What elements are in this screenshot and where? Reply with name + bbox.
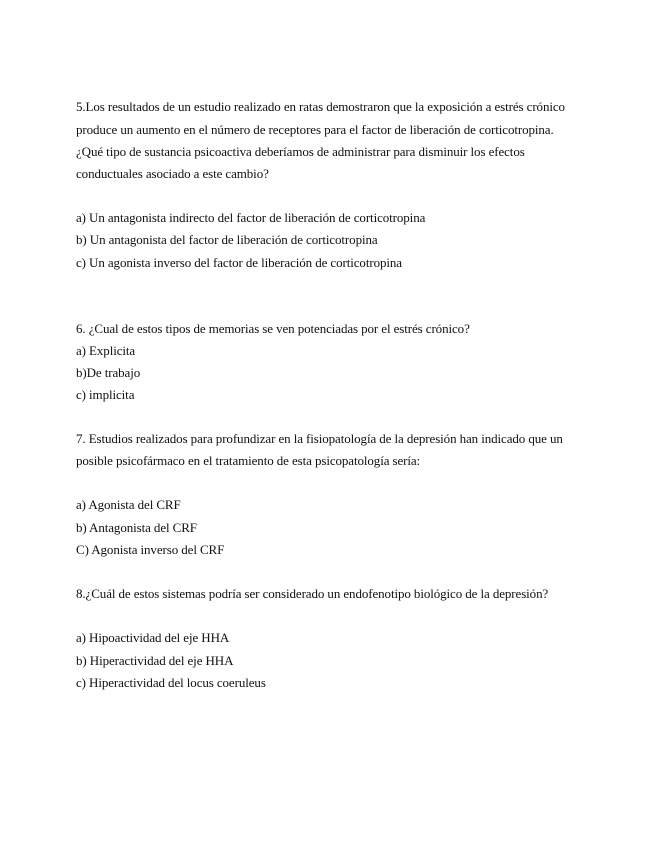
question-5-option-a: a) Un antagonista indirecto del factor de liberación de corticotropina bbox=[76, 210, 426, 225]
question-6-prompt-line-1: 6. ¿Cual de estos tipos de memorias se ven potenciadas por el estrés crónico? bbox=[76, 321, 470, 336]
question-7-option-a: a) Agonista del CRF bbox=[76, 497, 181, 512]
question-8-option-a: a) Hipoactividad del eje HHA bbox=[76, 630, 230, 645]
question-8-option-b: b) Hiperactividad del eje HHA bbox=[76, 653, 234, 668]
question-6-option-b: b)De trabajo bbox=[76, 365, 141, 380]
question-6-option-c: c) implicita bbox=[76, 387, 135, 402]
question-6-option-a: a) Explicita bbox=[76, 343, 136, 358]
question-7-option-c: C) Agonista inverso del CRF bbox=[76, 542, 225, 557]
question-5-prompt-line-4: conductuales asociado a este cambio? bbox=[76, 166, 269, 181]
question-7-option-b: b) Antagonista del CRF bbox=[76, 520, 197, 535]
question-7-prompt-line-1: 7. Estudios realizados para profundizar en la fisiopatología de la depresión han indicado que un bbox=[76, 431, 563, 446]
question-5-prompt-line-3: ¿Qué tipo de sustancia psicoactiva deberíamos de administrar para disminuir los efectos bbox=[76, 144, 525, 159]
question-5-prompt-line-2: produce un aumento en el número de receptores para el factor de liberación de corticotropina. bbox=[76, 122, 554, 137]
question-8-prompt-line-1: 8.¿Cuál de estos sistemas podría ser considerado un endofenotipo biológico de la depresión? bbox=[76, 586, 549, 601]
question-5-option-c: c) Un agonista inverso del factor de liberación de corticotropina bbox=[76, 255, 402, 270]
question-5-option-b: b) Un antagonista del factor de liberación de corticotropina bbox=[76, 232, 378, 247]
question-7-prompt-line-2: posible psicofármaco en el tratamiento de esta psicopatología sería: bbox=[76, 453, 421, 468]
question-5-prompt-line-1: 5.Los resultados de un estudio realizado en ratas demostraron que la exposición a estrés crónico bbox=[76, 99, 565, 114]
question-8-option-c: c) Hiperactividad del locus coeruleus bbox=[76, 675, 266, 690]
